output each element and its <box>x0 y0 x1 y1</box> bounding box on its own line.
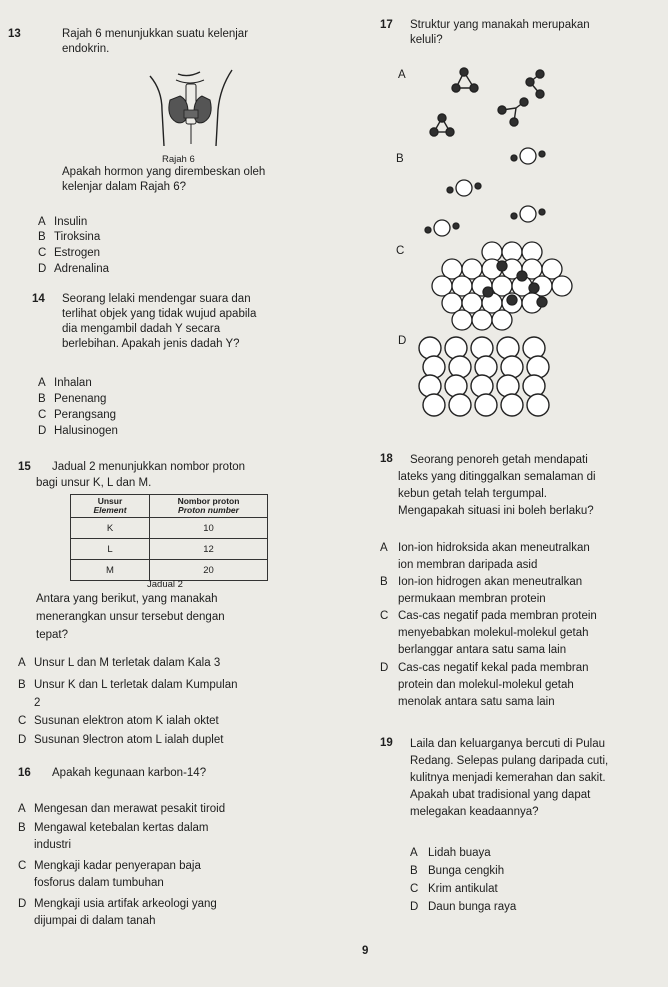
page-number: 9 <box>362 945 369 957</box>
metal-atom <box>471 375 493 397</box>
question-13-question <box>62 165 265 195</box>
option-text: Ion-ion hidrogen akan meneutralkan <box>398 576 583 588</box>
option-text: Susunan 9lectron atom L ialah duplet <box>34 734 224 746</box>
element-table-container <box>70 494 268 581</box>
stem-line: dia mengambil dadah Y secara <box>62 323 221 335</box>
option-letter: C <box>18 860 27 872</box>
q17-option-d-structure[interactable] <box>416 336 566 418</box>
option-letter: A <box>18 657 26 669</box>
option-letter: C <box>38 247 47 259</box>
q13-option-a[interactable] <box>38 215 87 230</box>
option-text: Mengkaji kadar penyerapan baja <box>34 860 201 872</box>
metal-atom <box>497 337 519 359</box>
option-letter: D <box>18 898 27 910</box>
stem-line: Redang. Selepas pulang daripada cuti, <box>410 755 609 767</box>
option-text: Tiroksina <box>54 231 101 243</box>
option-letter-c[interactable]: C <box>396 245 405 257</box>
table-header-proton <box>150 495 268 518</box>
option-letter-b[interactable]: B <box>396 153 404 165</box>
table-cell: M <box>71 560 150 581</box>
q17-option-c-structure[interactable] <box>416 240 576 332</box>
q14-option-c[interactable] <box>38 408 116 423</box>
question-number: 14 <box>32 293 45 305</box>
option-letter: D <box>380 662 389 674</box>
stem-line: Rajah 6 menunjukkan suatu kelenjar <box>62 28 249 40</box>
option-letter: A <box>18 803 26 815</box>
option-text: menyebabkan molekul-molekul getah <box>398 627 589 639</box>
metal-atom <box>445 375 467 397</box>
option-text: Susunan elektron atom K ialah oktet <box>34 715 219 727</box>
q15-option-a[interactable] <box>18 656 220 671</box>
option-text: Krim antikulat <box>428 883 498 895</box>
option-text: protein dan molekul-molekul getah <box>398 679 574 691</box>
q16-option-b[interactable] <box>18 820 209 854</box>
option-text: Adrenalina <box>54 263 109 275</box>
table-cell: K <box>71 518 150 539</box>
option-text: 2 <box>34 697 41 709</box>
metal-atom <box>423 356 445 378</box>
question-number: 18 <box>380 453 393 465</box>
q13-option-b[interactable] <box>38 230 100 245</box>
option-text: Lidah buaya <box>428 847 491 859</box>
small-atom <box>529 283 539 293</box>
option-text: Unsur L dan M terletak dalam Kala 3 <box>34 657 221 669</box>
option-letter: C <box>410 883 419 895</box>
option-text: menolak antara satu sama lain <box>398 696 555 708</box>
metal-atom <box>501 356 523 378</box>
option-text: Mengawal ketebalan kertas dalam <box>34 822 209 834</box>
option-text: Daun bunga raya <box>428 901 517 913</box>
metal-atom <box>449 356 471 378</box>
stem-line: Mengapakah situasi ini boleh berlaku? <box>398 505 594 517</box>
metal-atom <box>497 375 519 397</box>
small-atom <box>483 287 493 297</box>
option-text: Perangsang <box>54 409 117 421</box>
question-number: 16 <box>18 767 31 779</box>
option-letter-a[interactable]: A <box>398 69 406 81</box>
metal-atom <box>423 394 445 416</box>
option-letter: A <box>410 847 418 859</box>
metal-atom <box>419 337 441 359</box>
stem-line: melegakan keadaannya? <box>410 806 539 818</box>
option-letter: C <box>38 409 47 421</box>
question-15-stem <box>52 460 245 475</box>
option-text: Insulin <box>54 216 88 228</box>
question-18-stem <box>410 452 588 469</box>
stem-line: Laila dan keluarganya bercuti di Pulau <box>410 738 605 750</box>
question-19-stem <box>410 736 608 821</box>
question-18-stem-cont <box>398 469 596 520</box>
q19-option-c[interactable] <box>410 882 498 897</box>
header-text: Nombor proton <box>177 496 240 506</box>
question-line: tepat? <box>36 629 68 641</box>
question-number: 17 <box>380 19 393 31</box>
metal-atom <box>445 337 467 359</box>
small-atom <box>497 261 507 271</box>
q17-option-b-structure[interactable] <box>420 140 560 240</box>
table-cell: 12 <box>150 539 268 560</box>
option-letter: B <box>38 231 46 243</box>
table-cell: L <box>71 539 150 560</box>
metal-atom <box>523 337 545 359</box>
q17-option-a-structure[interactable] <box>420 60 570 150</box>
q15-option-b[interactable] <box>18 676 238 712</box>
q13-option-c[interactable] <box>38 246 100 261</box>
q16-option-d[interactable] <box>18 896 217 930</box>
small-atom <box>507 295 517 305</box>
stem-line: Seorang lelaki mendengar suara dan <box>62 293 251 305</box>
table-header-element <box>71 495 150 518</box>
q19-option-b[interactable] <box>410 864 504 879</box>
question-number: 13 <box>8 28 21 40</box>
question-line: menerangkan unsur tersebut dengan <box>36 611 225 623</box>
option-text: Cas-cas negatif pada membran protein <box>398 610 597 622</box>
stem-line: Jadual 2 menunjukkan nombor proton <box>52 461 246 473</box>
question-line: kelenjar dalam Rajah 6? <box>62 181 187 193</box>
option-letter: D <box>38 425 47 437</box>
metal-atom <box>527 394 549 416</box>
q16-option-c[interactable] <box>18 858 201 892</box>
stem-line: keluli? <box>410 34 443 46</box>
option-letter: B <box>410 865 418 877</box>
option-text: dijumpai di dalam tanah <box>34 915 156 927</box>
option-text: Inhalan <box>54 377 92 389</box>
large-atom <box>472 310 492 330</box>
q19-option-d[interactable] <box>410 900 516 915</box>
stem-line: kulitnya menjadi kemerahan dan sakit. <box>410 772 606 784</box>
option-text: Mengesan dan merawat pesakit tiroid <box>34 803 226 815</box>
large-atom <box>452 310 472 330</box>
option-text: Ion-ion hidroksida akan meneutralkan <box>398 542 590 554</box>
question-13-stem <box>8 27 249 42</box>
option-text: industri <box>34 839 72 851</box>
option-letter: B <box>18 679 26 691</box>
option-letter: A <box>38 377 46 389</box>
q14-option-b[interactable] <box>38 392 106 407</box>
element-proton-table <box>70 494 268 581</box>
q18-option-b[interactable] <box>380 574 582 608</box>
metal-atom <box>475 394 497 416</box>
q16-option-a[interactable] <box>18 802 225 817</box>
question-14-stem <box>62 292 256 352</box>
option-letter: B <box>18 822 26 834</box>
metal-atom <box>475 356 497 378</box>
option-letter: B <box>380 576 388 588</box>
header-text: Unsur <box>97 496 123 506</box>
option-text: Cas-cas negatif kekal pada membran <box>398 662 589 674</box>
option-letter: B <box>38 393 46 405</box>
q18-option-c[interactable] <box>380 608 597 659</box>
option-letter: A <box>380 542 388 554</box>
option-text: berlanggar antara satu sama lain <box>398 644 567 656</box>
large-atom <box>552 276 572 296</box>
question-16-stem: Apakah kegunaan karbon-14? <box>52 767 207 779</box>
q18-option-d[interactable] <box>380 660 589 711</box>
option-text: Penenang <box>54 393 107 405</box>
q15-option-d[interactable] <box>18 733 223 748</box>
question-line: Apakah hormon yang dirembeskan oleh <box>62 166 266 178</box>
figure-caption: Rajah 6 <box>162 154 195 165</box>
table-cell: 10 <box>150 518 268 539</box>
table-caption: Jadual 2 <box>147 579 183 590</box>
question-15-question <box>36 590 225 644</box>
stem-line: endokrin. <box>62 43 110 55</box>
option-letter: C <box>18 715 27 727</box>
option-letter: D <box>38 263 47 275</box>
q19-option-a[interactable] <box>410 846 491 861</box>
stem-line: berlebihan. Apakah jenis dadah Y? <box>62 338 240 350</box>
stem-line: Struktur yang manakah merupakan <box>410 19 590 31</box>
table-cell: 20 <box>150 560 268 581</box>
metal-atom <box>527 356 549 378</box>
header-text: Element <box>93 505 127 515</box>
table-row <box>71 539 268 560</box>
metal-atom <box>471 337 493 359</box>
q15-option-c[interactable] <box>18 714 219 729</box>
table-header-row <box>71 495 268 518</box>
option-text: Mengkaji usia artifak arkeologi yang <box>34 898 217 910</box>
metal-atom <box>449 394 471 416</box>
option-text: permukaan membran protein <box>398 593 546 605</box>
option-letter: A <box>38 216 46 228</box>
metal-atom <box>523 375 545 397</box>
option-text: Estrogen <box>54 247 101 259</box>
stem-line: lateks yang ditinggalkan semalaman di <box>398 471 596 483</box>
small-atom <box>537 297 547 307</box>
stem-line: Seorang penoreh getah mendapati <box>410 454 588 466</box>
option-text: ion membran daripada asid <box>398 559 538 571</box>
option-text: Bunga cengkih <box>428 865 505 877</box>
stem-line: bagi unsur K, L dan M. <box>36 477 152 489</box>
metal-atom <box>419 375 441 397</box>
q14-option-a[interactable] <box>38 376 92 391</box>
q18-option-a[interactable] <box>380 540 590 574</box>
stem-line: Apakah ubat tradisional yang dapat <box>410 789 591 801</box>
option-letter: D <box>410 901 419 913</box>
stem-line: terlihat objek yang tidak wujud apabila <box>62 308 257 320</box>
large-atom <box>492 310 512 330</box>
thyroid-gland-figure <box>140 60 260 150</box>
option-letter: C <box>380 610 389 622</box>
q14-option-d[interactable] <box>38 424 118 439</box>
header-text: Proton number <box>178 505 239 515</box>
option-letter: D <box>18 734 27 746</box>
option-text: Unsur K dan L terletak dalam Kumpulan <box>34 679 238 691</box>
stem-line: kebun getah telah tergumpal. <box>398 488 547 500</box>
option-letter-d[interactable]: D <box>398 335 407 347</box>
small-atom <box>517 271 527 281</box>
option-text: fosforus dalam tumbuhan <box>34 877 164 889</box>
table-row <box>71 518 268 539</box>
metal-atom <box>501 394 523 416</box>
q13-option-d[interactable] <box>38 262 109 277</box>
question-number: 19 <box>380 737 393 749</box>
question-17-stem <box>410 18 590 48</box>
question-line: Antara yang berikut, yang manakah <box>36 593 218 605</box>
option-text: Halusinogen <box>54 425 118 437</box>
question-number: 15 <box>18 461 31 473</box>
